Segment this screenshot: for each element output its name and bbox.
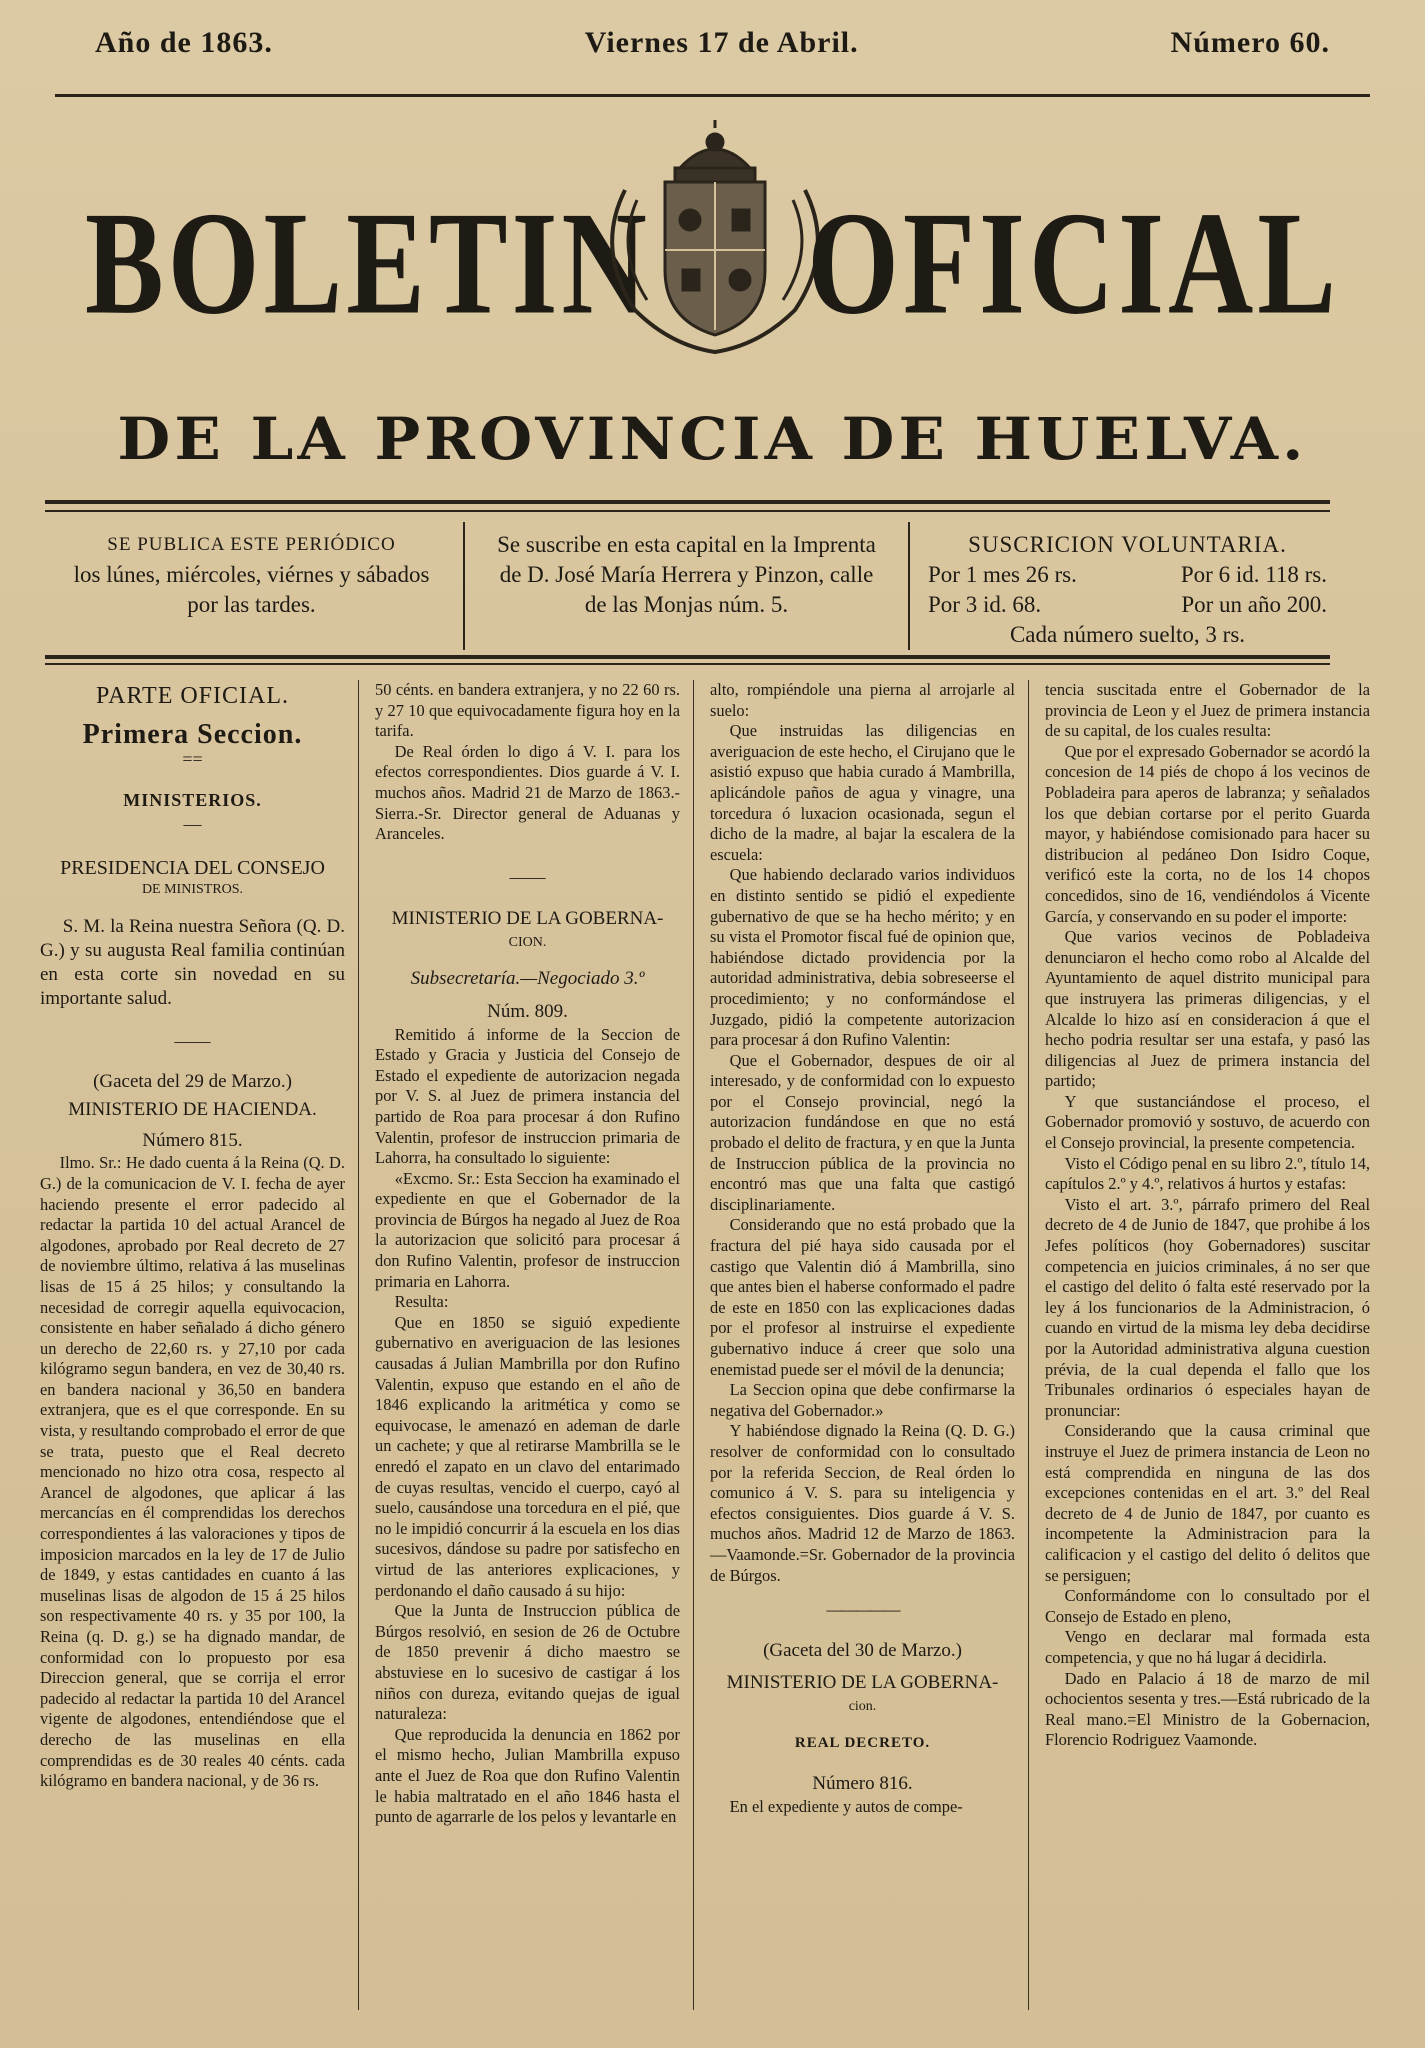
article-paragraph: Que la Junta de Instruccion pública de Búrgos resolvió, en sesion de 26 de Octubre de 1850 prevenir á dicho maestro se abstuviese en lo sucesivo de castigar á los niños con dureza, evitando quejas de igual naturaleza: bbox=[375, 1601, 680, 1724]
article-paragraph: Que varios vecinos de Pobladeiva denunciaron el hecho como robo al Alcalde del Ayuntamiento de aquel distrito municipal para que instruyera las primeras diligencias, y el Alcalde lo hizo así en consideracion á que el hecho podria resultar ser una estafa, y pasó las diligencias al Juez de primera instancia del partido; bbox=[1045, 927, 1370, 1091]
masthead bbox=[55, 120, 1370, 360]
article-paragraph: Que el Gobernador, despues de oir al interesado, y de conformidad con lo expuesto por el Consejo provincial, negó la autorizacion fundándose en que no está probado el delito de fractura, y en que la Junta de Instruccion pública de la provincia no encontró mas que una falta que castigó disciplinariamente. bbox=[710, 1050, 1015, 1214]
gaceta-reference: (Gaceta del 29 de Marzo.) bbox=[93, 1070, 292, 1092]
section-rule: == bbox=[182, 749, 203, 770]
price-1-month: Por 1 mes 26 rs. bbox=[928, 562, 1077, 587]
article-paragraph: Que habiendo declarado varios individuos en distinto sentido se pidió el expediente gubernativo de que se ha hecho mérito; y en su vista el Promotor fiscal fué de opinion que, habiéndose dictado providencia por la autoridad administrativa, debia sobreseerse el procedimiento; y no conformándose el Juzgado, pidió la competente autorizacion para procesar á don Rufino Valentin: bbox=[710, 865, 1015, 1050]
column-separator bbox=[693, 680, 694, 2010]
subsecretaria: Subsecretaría.—Negociado 3.º bbox=[410, 968, 645, 990]
publication-schedule: SE PUBLICA ESTE PERIÓDICO los lúnes, miércoles, viérnes y sábados por las tardes. bbox=[40, 522, 465, 650]
article-paragraph: 50 cénts. en bandera extranjera, y no 22 60 rs. y 27 10 que equivocadamente figura hoy en la tarifa. bbox=[375, 680, 680, 741]
article-paragraph: Que en 1850 se siguió expediente gubernativo en averiguacion de las lesiones causadas á Julian Mambrilla por don Rufino Valentin, expuso que estando en el año de 1846 explicando la aritmética y como se equivocase, le amenazó en ademan de darle un cachete; y que al retirarse Mambrilla se le enredó el zapato en un clavo del entarimado de cuyas resultas, vencido el cuerpo, cayó al suelo, causándose una torcedura en el pié, que no le impidió concurrir á la escuela en los dias sucesivos, dándose su padre por satisfecho en virtud de las anteriores explicaciones, y perdonando el daño causado á su hijo: bbox=[375, 1312, 680, 1600]
article-paragraph: Ilmo. Sr.: He dado cuenta á la Reina (Q. D. G.) de la comunicacion de V. I. fecha de ayer haciendo presente el error padecido al redactar la partida 10 del actual Arancel de algodones, aprobado por Real decreto de 27 de noviembre último, relativa á las muselinas lisas de 15 á 25 hilos; y consultando la necesidad de corregir aquella equivocacion, consistente en haber señalado á dicho género un derecho de 22,60 rs. y 27,10 por cada kilógramo segun bandera, en vez de 30,40 rs. en bandera nacional y 36,50 en bandera extranjera, que es el que corresponde. En su vista, y resultando comprobado el error de que se trata, puesto que el Real decreto mencionado no hizo otra cosa, respecto al Arancel de algodones, que aplicar á las mercancías en él comprendidas los derechos correspondientes á las valoraciones y tipos de imposicion marcados en la ley de 17 de Julio de 1849, y estas cantidades en cuanto á las muselinas lisas de algodon de 15 á 25 hilos son respectivamente 40 rs. y 35 por 100, la Reina (q. D. g.) se ha dignado mandar, de conformidad con lo propuesto por esa Direccion general, que se corrija el error padecido al redactar la partida 10 del Arancel vigente de algodones, entendiéndose que el derecho de las muselinas en ella comprendidas es de 30 reales 40 cénts. cada kilógramo en bandera nacional, y de 36 rs. bbox=[40, 1153, 345, 1791]
publication-info bbox=[40, 522, 1335, 650]
article-paragraph: Visto el Código penal en su libro 2.º, título 14, capítulos 2.º y 4.º, relativos á hurtos y estafas: bbox=[1045, 1153, 1370, 1194]
divider: — bbox=[183, 814, 202, 835]
article-paragraph: Y habiéndose dignado la Reina (Q. D. G.) resolver de conformidad con lo consultado por la referida Seccion, de Real órden lo comunico á V. S. para su inteligencia y efectos consiguientes. Dios guarde á V. S. muchos años. Madrid 12 de Marzo de 1863.—Vaamonde.=Sr. Gobernador de la provincia de Búrgos. bbox=[710, 1421, 1015, 1585]
column-separator bbox=[358, 680, 359, 2010]
price-6-months: Por 6 id. 118 rs. bbox=[1180, 562, 1327, 587]
article-paragraph: Que reproducida la denuncia en 1862 por el mismo hecho, Julian Mambrilla expuso ante el Juez de Roa que don Rufino Valentin le habia maltratado en el año 1846 hasta el punto de agarrarle de los pelos y levantarle en bbox=[375, 1724, 680, 1827]
dateline bbox=[95, 26, 1330, 60]
article-paragraph: En el expediente y autos de compe- bbox=[729, 1796, 963, 1816]
article-paragraph: Que por el expresado Gobernador se acordó la concesion de 14 piés de chopo á los vecinos de Pobladeira para aperos de labranza; y señalados los que debian cortarse por el perito Guarda mayor, y habiéndose comisionado para hacer su distribucion al pedáneo Don Isidro Coque, verificó este la corta, no de los 14 chopos concedidos, sino de 16, vendiéndolos á Vicente García, y conservando en su poder el importe: bbox=[1045, 741, 1370, 926]
price-3-months: Por 3 id. 68. bbox=[928, 592, 1042, 617]
heading-gobernacion: MINISTERIO DE LA GOBERNA- CION. bbox=[391, 908, 664, 951]
heading-ministerios: MINISTERIOS. bbox=[123, 789, 262, 810]
article-paragraph: «Excmo. Sr.: Esta Seccion ha examinado el expediente en que el Gobernador de la provincia de Búrgos ha negado al Juez de Roa la autorizacion que solicitó para procesar á don Rufino Valentin, profesor de instruccion primaria en Lahorra. bbox=[375, 1168, 680, 1291]
info-rule-bottom bbox=[45, 655, 1330, 665]
issue-year: Año de 1863. bbox=[95, 26, 273, 59]
price-single: Cada número suelto, 3 rs. bbox=[1009, 622, 1246, 647]
article-paragraph: Conformándome con lo consultado por el Consejo de Estado en pleno, bbox=[1045, 1586, 1370, 1626]
order-number: Núm. 809. bbox=[487, 1000, 568, 1022]
article-paragraph: alto, rompiéndole una pierna al arrojarle al suelo: bbox=[710, 680, 1015, 720]
divider: ————— bbox=[826, 1600, 899, 1620]
column-4 bbox=[1045, 680, 1370, 2040]
gaceta-reference: (Gaceta del 30 de Marzo.) bbox=[763, 1639, 962, 1661]
article-paragraph: Resulta: bbox=[394, 1292, 449, 1312]
royal-health-notice: S. M. la Reina nuestra Señora (Q. D. G.) y su augusta Real familia continúan en esta corte sin novedad en su importante salud. bbox=[40, 915, 345, 1009]
article-paragraph: La Seccion opina que debe confirmarse la negativa del Gobernador.» bbox=[710, 1380, 1015, 1420]
column-1 bbox=[40, 680, 345, 2040]
article-paragraph: De Real órden lo digo á V. I. para los efectos correspondientes. Dios guarde á V. I. muchos años. Madrid 21 de Marzo de 1863.-Sierra.-Sr. Director general de Aduanas y Aranceles. bbox=[375, 741, 680, 844]
order-number: Número 816. bbox=[812, 1772, 913, 1794]
article-paragraph: tencia suscitada entre el Gobernador de la provincia de Leon y el Juez de primera instancia de su capital, de los cuales resulta: bbox=[1045, 680, 1370, 741]
heading-real-decreto: REAL DECRETO. bbox=[794, 1735, 931, 1752]
heading-presidencia: PRESIDENCIA DEL CONSEJO DE MINISTROS. bbox=[60, 856, 325, 897]
masthead-title-left: BOLETIN bbox=[85, 181, 651, 345]
article-paragraph: Y que sustanciándose el proceso, el Gobernador promovió y sostuvo, de acuerdo con el Consejo provincial, la presente competencia. bbox=[1045, 1091, 1370, 1153]
subscription-prices: SUSCRICION VOLUNTARIA. Por 1 mes 26 rs. Por 6 id. 118 rs. Por 3 id. 68. Por un año 200. Cada número suelto, 3 rs. bbox=[910, 522, 1335, 650]
article-paragraph: Remitido á informe de la Seccion de Estado y Gracia y Justicia del Consejo de Estado el expediente de autorizacion negada por V. S. al Juez de primera instancia del partido de Roa para procesar á don Rufino Valentin, profesor de instruccion primaria de Lahorra, ha consultado lo siguiente: bbox=[375, 1024, 680, 1168]
section-heading-parte-oficial: PARTE OFICIAL. bbox=[95, 683, 290, 709]
divider: —— bbox=[174, 1030, 211, 1051]
section-heading-primera: Primera Seccion. bbox=[82, 718, 303, 750]
order-number: Número 815. bbox=[142, 1129, 243, 1151]
column-3 bbox=[710, 680, 1015, 2040]
top-rule bbox=[55, 94, 1370, 97]
divider: —— bbox=[509, 866, 546, 887]
issue-number: Número 60. bbox=[1170, 26, 1330, 59]
article-paragraph: Vengo en declarar mal formada esta competencia, y que no há lugar á decidirla. bbox=[1045, 1627, 1370, 1667]
price-year: Por un año 200. bbox=[1181, 592, 1327, 617]
article-paragraph: Visto el art. 3.º, párrafo primero del Real decreto de 4 de Junio de 1847, que prohibe á los Jefes políticos (hoy Gobernadores) suscitar competencia en juicios criminales, á no ser que el castigo del delito ó falta esté reservado por la ley á los funcionarios de la Administracion, ó cuando en virtud de la misma ley deba decidirse por la Autoridad administrativa alguna cuestion prévia, de la cual dependa el fallo que los Tribunales ordinarios ó especiales hayan de pronunciar: bbox=[1045, 1194, 1370, 1420]
heading-gobernacion: MINISTERIO DE LA GOBERNA- cion. bbox=[726, 1672, 999, 1715]
masthead-subtitle: DE LA PROVINCIA DE HUELVA. bbox=[117, 405, 1308, 473]
masthead-title-right: OFICIAL bbox=[807, 181, 1340, 345]
subscription-location: Se suscribe en esta capital en la Imprenta de D. José María Herrera y Pinzon, calle de las Monjas núm. 5. bbox=[465, 522, 910, 650]
article-paragraph: Que instruidas las diligencias en averiguacion de este hecho, el Cirujano que le asistió expuso que habia curado á Mambrilla, aplicándole paños de agua y vinagre, una torcedura ó luxacion ocasionada, segun el dicho de la madre, al bajar la escalera de la escuela: bbox=[710, 721, 1015, 864]
info-rule-top bbox=[45, 500, 1330, 512]
article-paragraph: Dado en Palacio á 18 de marzo de mil ochocientos sesenta y tres.—Está rubricado de la Real mano.=El Ministro de la Gobernacion, Florencio Rodriguez Vaamonde. bbox=[1045, 1668, 1370, 1750]
article-columns bbox=[40, 680, 1380, 2040]
article-paragraph: Considerando que la causa criminal que instruye el Juez de primera instancia de Leon no está comprendida en ninguna de las dos excepciones contenidas en el art. 3.º del Real decreto de 4 de Junio de 1847, por cuanto es incompetente la Administracion para la calificacion y el castigo del delito ó delitos que se persiguen; bbox=[1045, 1421, 1370, 1585]
column-separator bbox=[1028, 680, 1029, 2010]
issue-date: Viernes 17 de Abril. bbox=[584, 26, 859, 59]
heading-hacienda: MINISTERIO DE HACIENDA. bbox=[68, 1099, 317, 1121]
column-2 bbox=[375, 680, 680, 2040]
article-paragraph: Considerando que no está probado que la fractura del pié haya sido causada por el castigo que Valentin dió á Mambrilla, sino que antes bien el haberse conformado el padre de este en 1850 con las explicaciones dadas por el profesor al instruirse el expediente gubernativo induce á creer que solo una enemistad puede ser el móvil de la denuncia; bbox=[710, 1215, 1015, 1379]
